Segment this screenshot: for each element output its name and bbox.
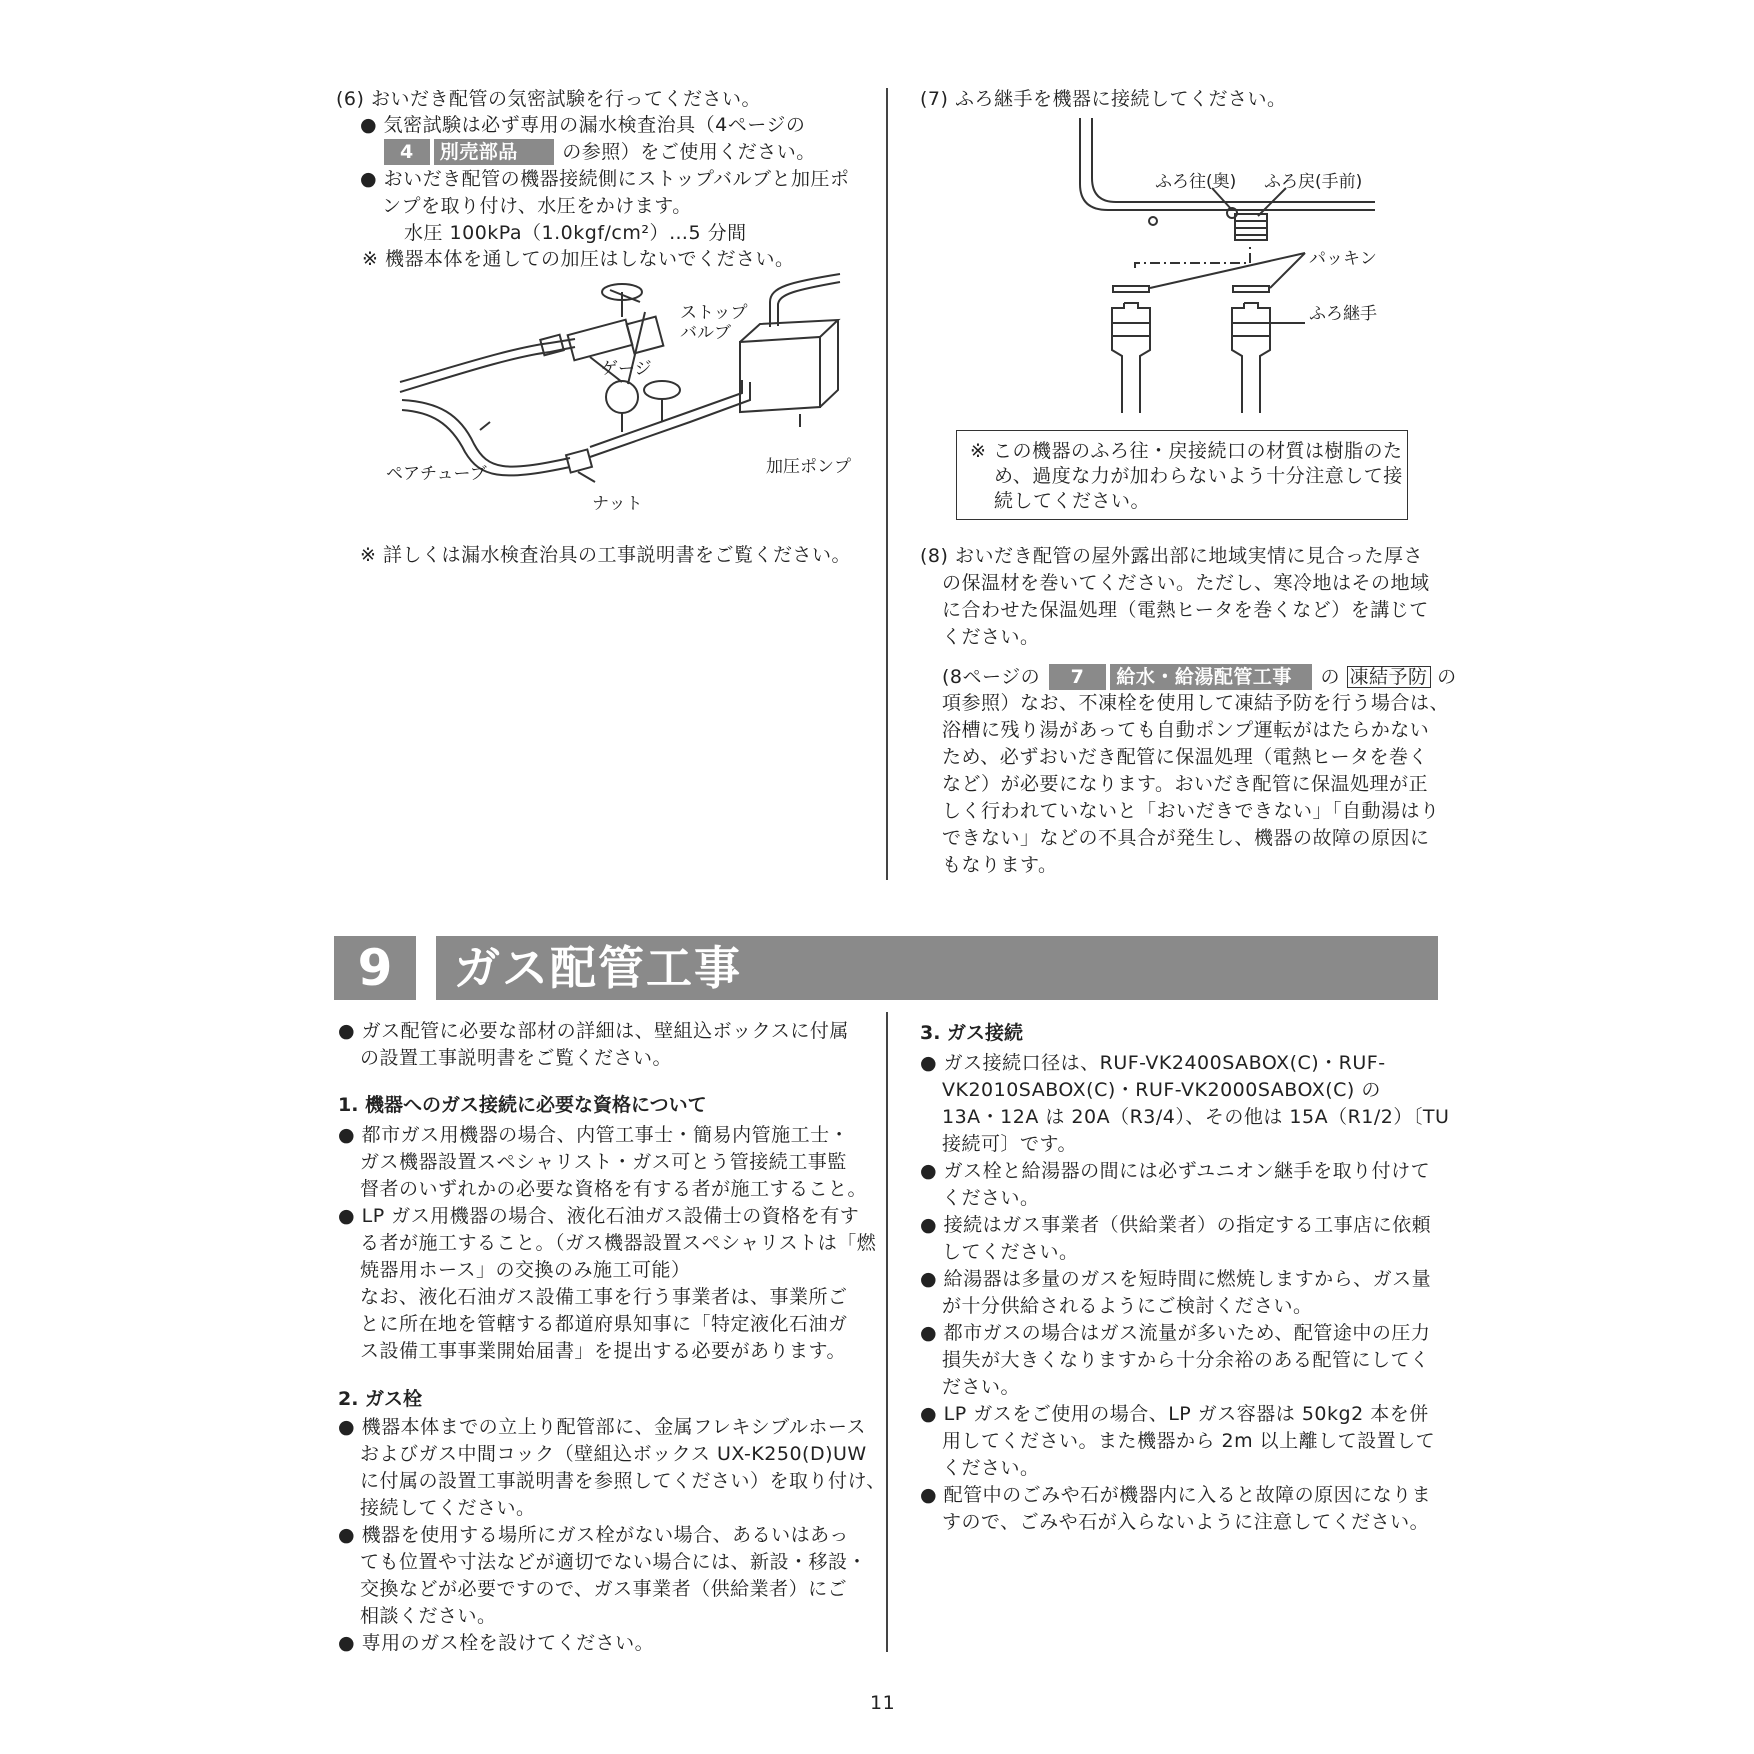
furo-supply-label: ふろ往(奥) xyxy=(1155,172,1237,192)
text-line: してください。 xyxy=(942,1241,1079,1263)
bullet-line: ● ガス接続口径は、RUF-VK2400SABOX(C)・RUF- xyxy=(920,1052,1386,1074)
bullet-line: ● 給湯器は多量のガスを短時間に燃焼しますから、ガス量 xyxy=(920,1268,1432,1290)
packing-label: パッキン xyxy=(1309,249,1377,269)
bullet-line: ● ガス栓と給湯器の間には必ずユニオン継手を取り付けて xyxy=(920,1160,1431,1182)
text-line: できない」などの不具合が発生し、機器の故障の原因に xyxy=(942,827,1430,849)
pump-label: 加圧ポンプ xyxy=(766,457,851,477)
text-line: ガス機器設置スペシャリスト・ガス可とう管接続工事監 xyxy=(360,1151,847,1173)
reference-tail: の参照）をご使用ください。 xyxy=(562,141,816,163)
bullet-line: ● 機器を使用する場所にガス栓がない場合、あるいはあっ xyxy=(338,1524,849,1546)
step7-heading: (7) ふろ継手を機器に接続してください。 xyxy=(920,88,1287,110)
caution-line: ※ この機器のふろ往・戻接続口の材質は樹脂のた xyxy=(970,440,1403,462)
gauge-label: ゲージ xyxy=(601,359,652,379)
text-line: の設置工事説明書をご覧ください。 xyxy=(360,1047,673,1069)
note-line: ※ 詳しくは漏水検査治具の工事説明書をご覧ください。 xyxy=(360,544,851,566)
text-line: 13A・12A は 20A（R3/4）、その他は 15A（R1/2）〔TU xyxy=(942,1106,1450,1128)
furo-return-label: ふろ戻(手前) xyxy=(1264,172,1363,192)
text-line: すので、ごみや石が入らないように注意してください。 xyxy=(942,1511,1430,1533)
section-ref-box-title: 別売部品 xyxy=(434,139,554,165)
text-line: 浴槽に残り湯があっても自動ポンプ運転がはたらかない xyxy=(942,719,1430,741)
freeze-prevention-ref: 凍結予防 xyxy=(1347,666,1431,688)
text-line: 項参照）なお、不凍栓を使用して凍結予防を行う場合は、 xyxy=(942,692,1450,714)
text-line: に付属の設置工事説明書を参照してください）を取り付け、 xyxy=(360,1470,886,1492)
bullet-line: ● 配管中のごみや石が機器内に入ると故障の原因になりま xyxy=(920,1484,1432,1506)
text-line: ください。 xyxy=(942,1187,1040,1209)
bullet-line: ● ガス配管に必要な部材の詳細は、壁組込ボックスに付属 xyxy=(338,1020,849,1042)
section-number-badge xyxy=(334,936,416,1000)
text-line: 損失が大きくなりますから十分余裕のある配管にしてく xyxy=(942,1349,1430,1371)
text-line: もなります。 xyxy=(942,854,1058,876)
text-line: 接続してください。 xyxy=(360,1497,536,1519)
subsection-heading: 3. ガス接続 xyxy=(920,1022,1024,1044)
step6-heading: (6) おいだき配管の気密試験を行ってください。 xyxy=(336,88,761,110)
stop-valve-label: ストップ xyxy=(680,303,748,323)
text-line: とに所在地を管轄する都道府県知事に「特定液化石油ガ xyxy=(360,1313,848,1335)
nut-label: ナット xyxy=(592,494,643,514)
reference-head: (8ページの xyxy=(942,666,1041,688)
bullet-line: ● 機器本体までの立上り配管部に、金属フレキシブルホース xyxy=(338,1416,866,1438)
pair-tube-label: ペアチューブ xyxy=(386,464,487,484)
subsection-heading: 2. ガス栓 xyxy=(338,1388,423,1410)
section-number: 9 xyxy=(357,939,393,997)
caution-line: 続してください。 xyxy=(994,490,1151,512)
section-title-bar xyxy=(436,936,1438,1000)
bullet-line: ● 都市ガス用機器の場合、内管工事士・簡易内管施工士・ xyxy=(338,1124,850,1146)
bullet-line: ● 都市ガスの場合はガス流量が多いため、配管途中の圧力 xyxy=(920,1322,1431,1344)
bullet-line: ● LP ガスをご使用の場合、LP ガス容器は 50kg2 本を併 xyxy=(920,1403,1429,1425)
text-line: の保温材を巻いてください。ただし、寒冷地はその地域 xyxy=(942,572,1430,594)
text-line: 用してください。また機器から 2m 以上離して設置して xyxy=(942,1430,1436,1452)
text-line: しく行われていないと「おいだきできない」「自動湯はり xyxy=(942,800,1440,822)
step8-heading: (8) おいだき配管の屋外露出部に地域実情に見合った厚さ xyxy=(920,545,1423,567)
furo-fitting-label: ふろ継手 xyxy=(1309,304,1377,324)
section-ref-box-number: 7 xyxy=(1049,664,1107,690)
text-line: VK2010SABOX(C)・RUF-VK2000SABOX(C) の xyxy=(942,1079,1381,1101)
reference-line xyxy=(942,664,1457,690)
stop-valve-label-2: バルブ xyxy=(680,323,731,343)
note-line: ※ 機器本体を通しての加圧はしないでください。 xyxy=(362,248,795,270)
text-line: ため、必ずおいだき配管に保温処理（電熱ヒータを巻く xyxy=(942,746,1428,768)
text-line: ス設備工事事業開始届書」を提出する必要があります。 xyxy=(360,1340,846,1362)
text-line: 交換などが必要ですので、ガス事業者（供給業者）にご xyxy=(360,1578,848,1600)
text-line: など）が必要になります。おいだき配管に保温処理が正 xyxy=(942,773,1428,795)
text-line: る者が施工すること。（ガス機器設置スペシャリストは「燃 xyxy=(360,1232,877,1254)
text-line: ださい。 xyxy=(942,1376,1021,1398)
text-line: ください。 xyxy=(942,626,1040,648)
text-line: 督者のいずれかの必要な資格を有する者が施工すること。 xyxy=(360,1178,868,1200)
text-line: に合わせた保温処理（電熱ヒータを巻くなど）を講じて xyxy=(942,599,1429,621)
reference-particle: の xyxy=(1320,666,1340,688)
reference-tail: の xyxy=(1437,666,1457,688)
text-line: ください。 xyxy=(942,1457,1040,1479)
text-line: 接続可〕です。 xyxy=(942,1133,1077,1155)
column-divider-top xyxy=(886,88,888,880)
section-ref-box-number: 4 xyxy=(384,139,430,165)
text-line: が十分供給されるようにご検討ください。 xyxy=(942,1295,1313,1317)
column-divider-bottom xyxy=(886,1012,888,1652)
section-title: ガス配管工事 xyxy=(454,941,742,995)
text-line: ても位置や寸法などが適切でない場合には、新設・移設・ xyxy=(360,1551,868,1573)
bullet-line: ● 気密試験は必ず専用の漏水検査治具（4ページの xyxy=(360,114,806,136)
bullet-line: ● 専用のガス栓を設けてください。 xyxy=(338,1632,655,1654)
pressure-spec: 水圧 100kPa（1.0kgf/cm²）…5 分間 xyxy=(404,222,747,244)
bullet-line: ● LP ガス用機器の場合、液化石油ガス設備士の資格を有す xyxy=(338,1205,860,1227)
text-line: 焼器用ホース」の交換のみ施工可能） xyxy=(360,1259,691,1281)
reference-line xyxy=(382,139,816,165)
text-line: およびガス中間コック（壁組込ボックス UX-K250(D)UW xyxy=(360,1443,867,1465)
text-line: ンプを取り付け、水圧をかけます。 xyxy=(382,195,692,217)
text-line: なお、液化石油ガス設備工事を行う事業者は、事業所ご xyxy=(360,1286,848,1308)
bullet-line: ● 接続はガス事業者（供給業者）の指定する工事店に依頼 xyxy=(920,1214,1432,1236)
page-number: 11 xyxy=(870,1692,896,1714)
bullet-line: ● おいだき配管の機器接続側にストップバルブと加圧ポ xyxy=(360,168,850,190)
section-ref-box-title: 給水・給湯配管工事 xyxy=(1110,664,1312,690)
text-line: 相談ください。 xyxy=(360,1605,497,1627)
subsection-heading: 1. 機器へのガス接続に必要な資格について xyxy=(338,1094,707,1116)
caution-line: め、過度な力が加わらないよう十分注意して接 xyxy=(994,465,1403,487)
